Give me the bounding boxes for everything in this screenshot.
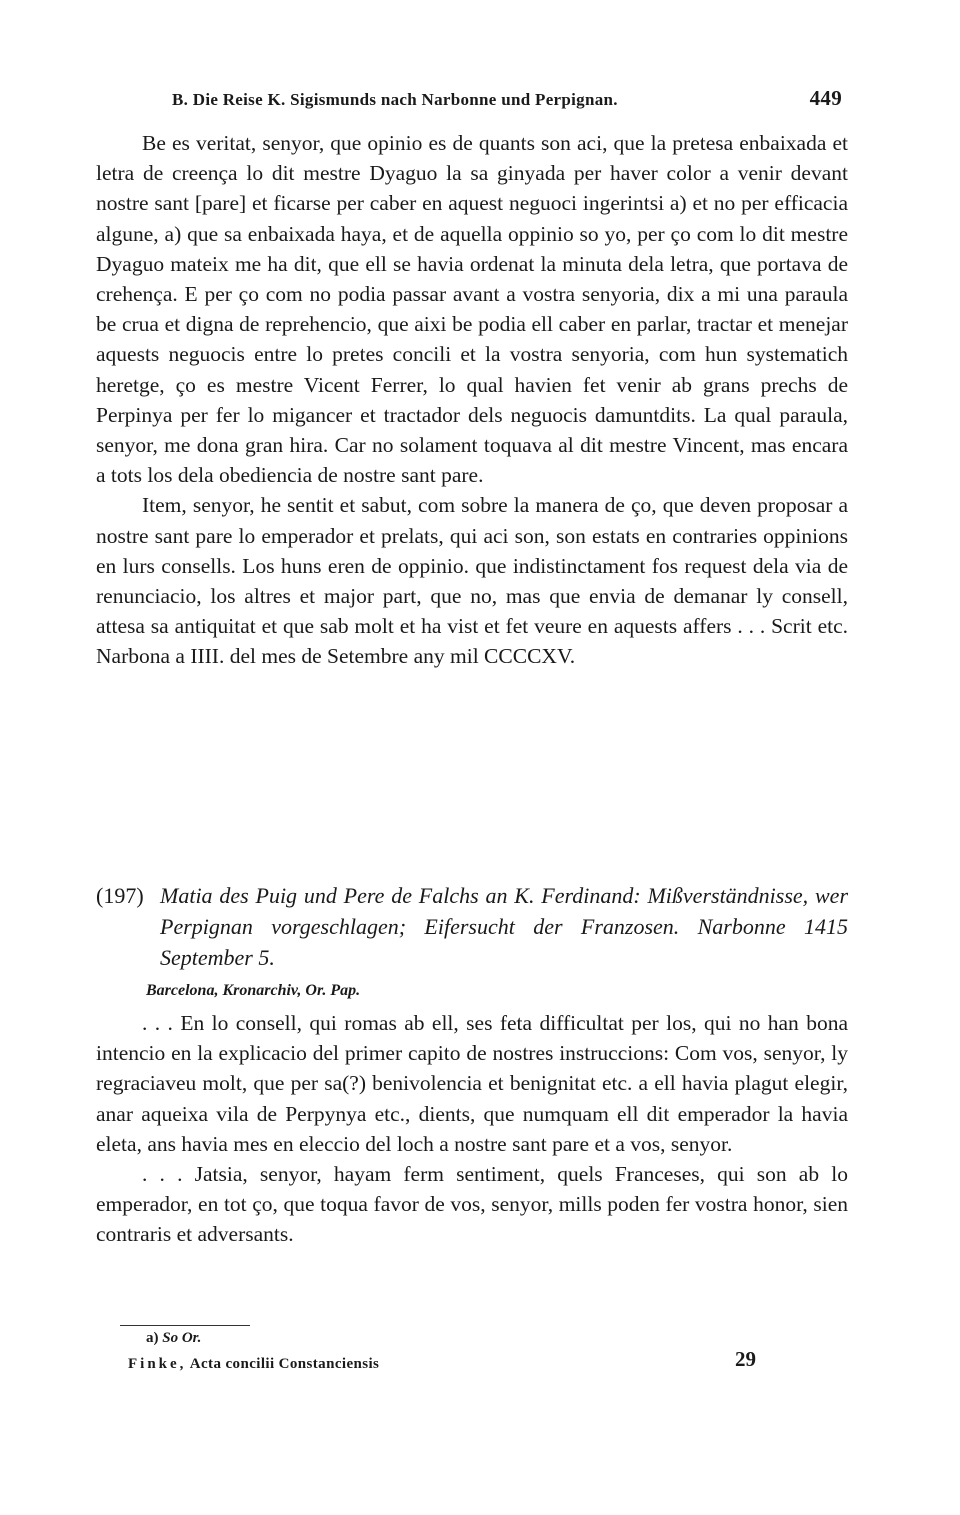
running-head-title: B. Die Reise K. Sigismunds nach Narbonne und Perpignan. [172, 90, 618, 109]
signature-author: Finke, [128, 1356, 187, 1372]
paragraph: Item, senyor, he sentit et sabut, com sobre la manera de ço, que deven proposar a nostre sant pare lo emperador et prelats, qui aci son, son estats en contraries oppinions en lurs consells. Los huns eren de oppinio. que indistinctament fos request dela via de renunciacio, los altres et major part, que no, mas que envia de demanar ly consell, attesa sa antiquitat et que sab molt et ha vist et fet veure en aquests affers . . . Scrit etc. Narbona a IIII. del mes de Setembre any mil CCCCXV. [96, 493, 848, 669]
body-text-section-2 [96, 1008, 848, 1250]
footnote-text: So Or. [162, 1330, 202, 1346]
archive-source: Barcelona, Kronarchiv, Or. Pap. [146, 982, 361, 999]
document-title: Matia des Puig und Pere de Falchs an K. Ferdinand: Mißverständnisse, wer Perpignan vorgeschlagen; Eifersucht der Franzosen. Narbonne 1415 September 5. [160, 883, 848, 970]
sheet-number: 29 [735, 1347, 756, 1371]
footnote [146, 1330, 201, 1347]
signature-line [128, 1356, 379, 1373]
footnote-divider [120, 1325, 250, 1326]
page-number: 449 [809, 86, 842, 110]
paragraph: . . . En lo consell, qui romas ab ell, ses feta difficultat per los, qui no han bona intencio en la explicacio del primer capito de nostres instruccions: Com vos, senyor, ly regraciaveu molt, que per sa(?) benivolencia et benignitat etc. a ell havia plagut elegir, anar aqueixa vila de Perpynya etc., dients, que numquam ell dit emperador la havia eleta, ans havia mes en eleccio del loch a nostre sant pare et a vos, senyor. [96, 1011, 848, 1156]
document-heading [96, 880, 848, 973]
running-head [172, 86, 848, 114]
document-number: (197) [96, 883, 144, 908]
footnote-mark: a) [146, 1330, 159, 1346]
paragraph: Be es veritat, senyor, que opinio es de quants son aci, que la pretesa enbaixada et letra de creença lo dit mestre Dyaguo la sa ginyada per haver color a venir devant nostre sant [pare] et ficarse per caber en aquest neguoci ingerintsi a) et no per efficacia algune, a) que sa enbaixada haya, et de aquella oppinio so yo, per ço com lo dit mestre Dyaguo mateix me ha dit, que ell se havia ordenat la minuta dela letra, que portava de crehença. E per ço com no podia passar avant a vostra senyoria, dix a mi una paraula be crua et digna de reprehencio, que aixi be podia ell caber en parlar, tractar et menejar aquests neguocis entre lo pretes concili et la vostra senyoria, com hun systematich heretge, ço es mestre Vicent Ferrer, lo qual havien fet venir ab grans prechs de Perpinya per fer lo migancer et tractador dels neguocis damuntdits. La qual paraula, senyor, me dona gran hira. Car no solament toquava al dit mestre Vincent, mas encara a tots los dela obediencia de nostre sant pare. [96, 131, 848, 488]
paragraph: . . . Jatsia, senyor, hayam ferm sentiment, quels Franceses, qui son ab lo emperador, en tot ço, que toqua favor de vos, senyor, mills poden fer vostra honor, sien contraris et adversants. [96, 1162, 848, 1247]
body-text-section-1 [96, 128, 848, 672]
signature-title: Acta concilii Constanciensis [189, 1356, 380, 1372]
